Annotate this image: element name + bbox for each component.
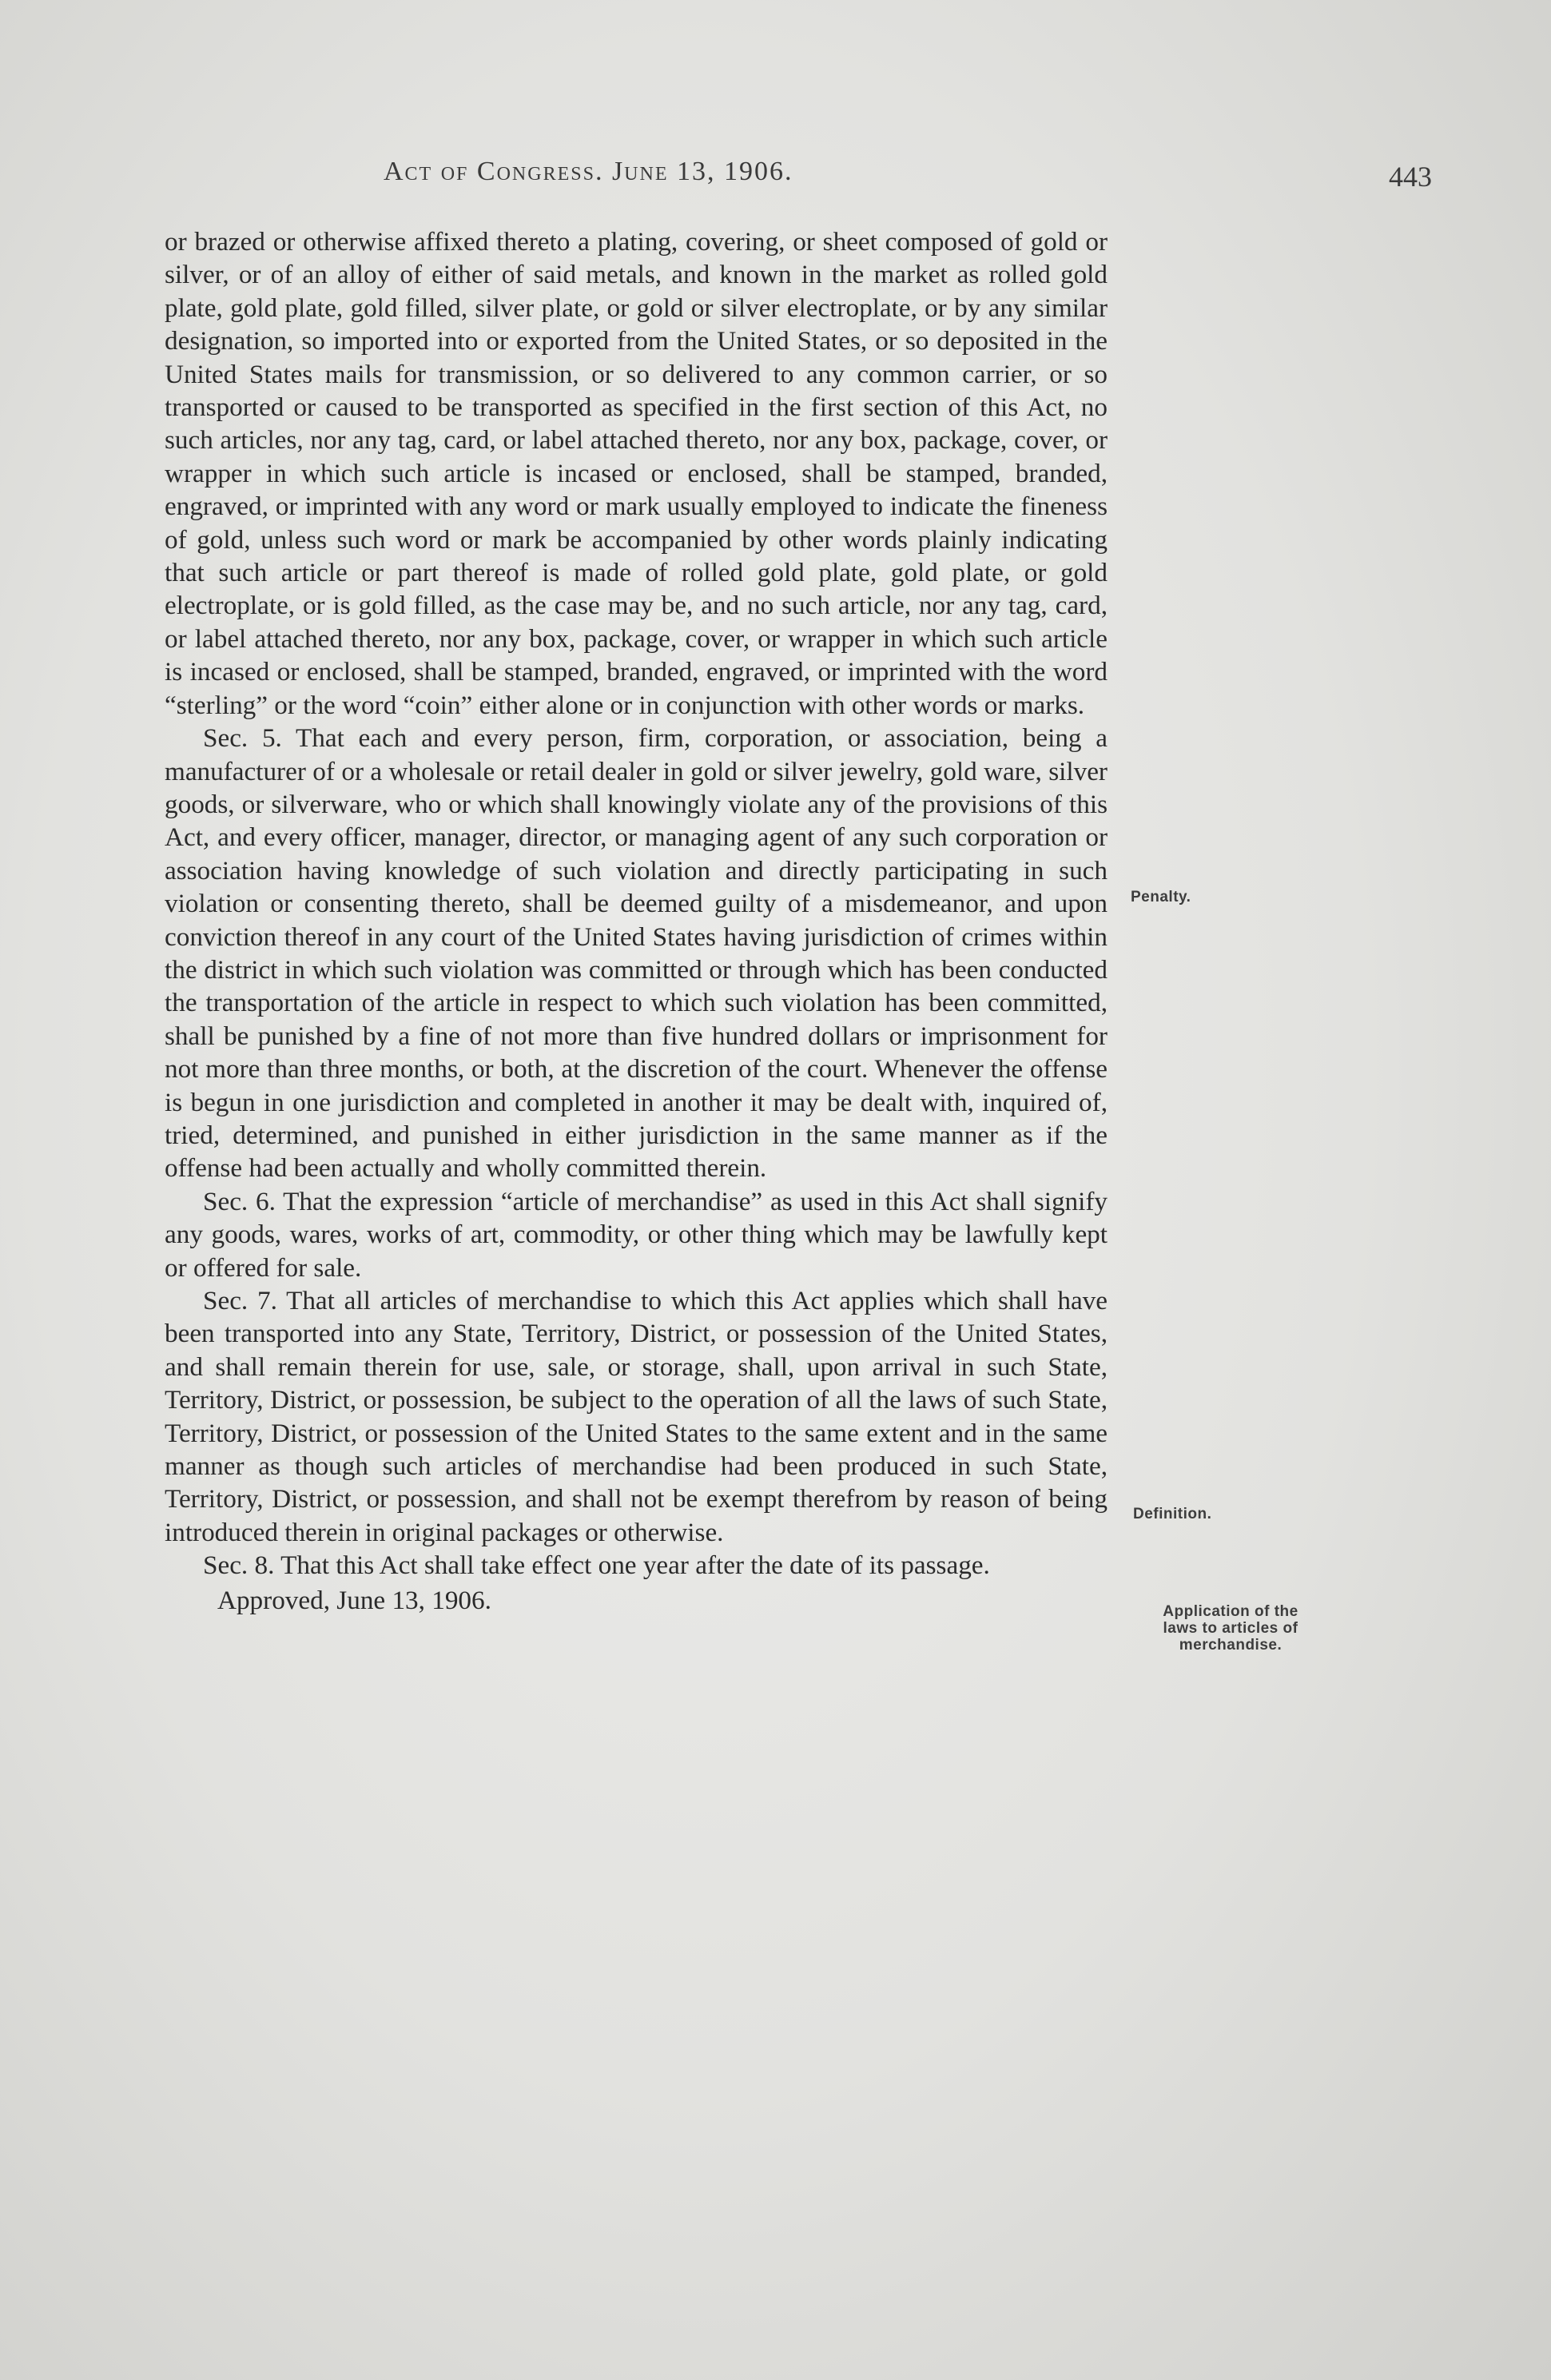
margin-note-application-line3: merchandise. (1179, 1637, 1283, 1654)
margin-note-application-line2: laws to articles of (1163, 1620, 1298, 1637)
section-8: Sec. 8. That this Act shall take effect one year after the date of its passage. (203, 1550, 990, 1581)
running-title: Act of Congress. June 13, 1906. (384, 157, 793, 186)
margin-note-application (1111, 1603, 1350, 1654)
margin-note-penalty: Penalty. (1131, 889, 1191, 905)
paragraph-continued: or brazed or otherwise affixed thereto a plating, covering, or sheet composed of gold or silver, or of an alloy of either of said metals, and known in the market as rolled gold plate, gold plate, gold filled, silver plate, or gold or silver electroplate, or by any similar designation, so imported into or exported from the United States, or so deposited in the United States mails for transmission, or so delivered to any common carrier, or so transported or caused to be transported as specified in the first section of this Act, no such articles, nor any tag, card, or label attached thereto, nor any box, package, cover, or wrapper in which such article is incased or enclosed, shall be stamped, branded, engraved, or imprinted with any word or mark usually employed to indicate the fineness of gold, unless such word or mark be accompanied by other words plainly indicating that such article or part thereof is made of rolled gold plate, gold plate, or gold electroplate, or is gold filled, as the case may be, and no such article, nor any tag, card, or label attached thereto, nor any box, package, cover, or wrapper in which such article is incased or enclosed, shall be stamped, branded, engraved, or imprinted with the word “sterling” or the word “coin” either alone or in conjunction with other words or marks. (165, 227, 1108, 720)
approval-line: Approved, June 13, 1906. (217, 1585, 491, 1615)
margin-note-application-line1: Application of the (1163, 1603, 1298, 1620)
page-number: 443 (1389, 161, 1432, 193)
section-5: Sec. 5. That each and every person, firm, corporation, or association, being a manufacturer of or a wholesale or retail dealer in gold or silver jewelry, gold ware, silver goods, or silverware, who or which shall knowingly violate any of the provisions of this Act, and every officer, manager, director, or managing agent of any such corporation or association having knowledge of such violation and directly participating in such violation or consenting thereto, shall be deemed guilty of a misdemeanor, and upon conviction thereof in any court of the United States having jurisdiction of crimes within the district in which such violation was committed or through which has been conducted the transportation of the article in respect to which such violation has been committed, shall be punished by a fine of not more than five hundred dollars or imprisonment for not more than three months, or both, at the discretion of the court. Whenever the offense is begun in one jurisdiction and completed in another it may be dealt with, inquired of, tried, determined, and punished in either jurisdiction in the same manner as if the offense had been actually and wholly committed therein. (165, 723, 1108, 1184)
section-7: Sec. 7. That all articles of merchandise to which this Act applies which shall have been transported into any State, Territory, District, or possession of the United States, and shall remain therein for use, sale, or storage, shall, upon arrival in such State, Territory, District, or possession, be subject to the operation of all the laws of such State, Territory, District, or possession of the United States to the same extent and in the same manner as though such articles of merchandise had been produced in such State, Territory, District, or possession, and shall not be exempt therefrom by reason of being introduced therein in original packages or otherwise. (165, 1286, 1108, 1547)
margin-note-definition: Definition. (1133, 1506, 1212, 1522)
section-6: Sec. 6. That the expression “article of merchandise” as used in this Act shall signify any goods, wares, works of art, commodity, or other thing which may be lawfully kept or offered for sale. (165, 1186, 1108, 1283)
body-text (165, 225, 1108, 1617)
